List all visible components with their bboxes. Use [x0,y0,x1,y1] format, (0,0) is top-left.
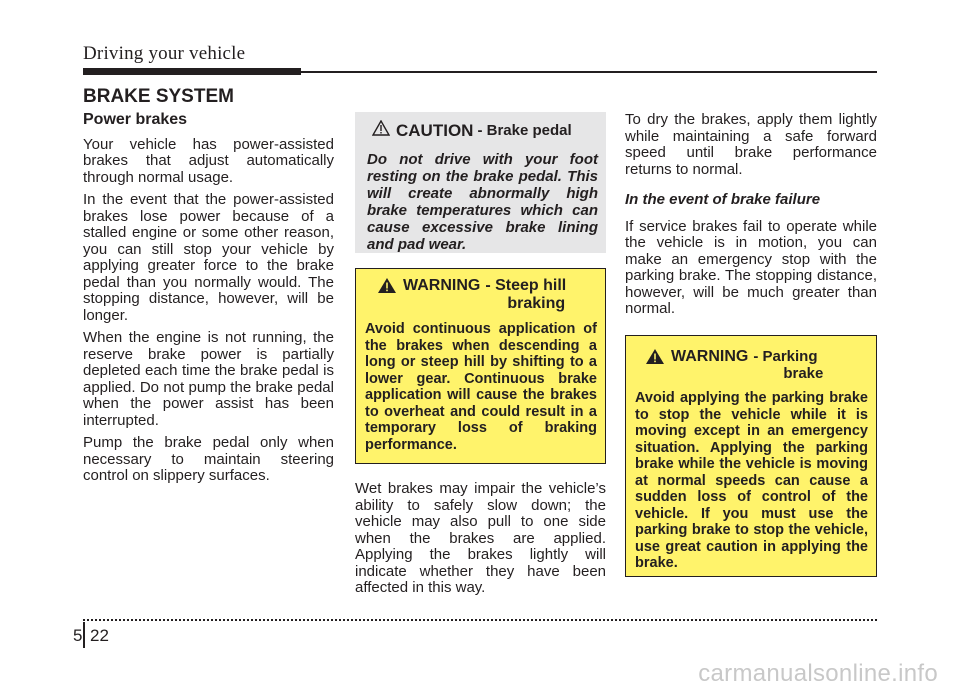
caution-box-brake-pedal [355,112,606,253]
warning-body: Avoid applying the parking brake to stop the vehicle while it is moving except in an emergency situation. Applying the parking brake while the vehicle is moving at normal speeds can cause a sudden loss of control of the vehicle. If you must use the parking brake to stop the vehicle, use great caution in applying the brake. [635,390,868,571]
caution-triangle-outline-icon [372,120,390,141]
power-brakes-heading: Power brakes [83,111,188,128]
paragraph: To dry the brakes, apply them lightly while maintaining a safe forward speed until brake performance returns to normal. [625,111,877,178]
warning-header [635,348,868,382]
footer-rule [83,619,877,621]
column-wet-brakes [355,481,606,603]
watermark: carmanualsonline.info [698,660,938,687]
warning-subtitle-line1: - Steep hill [485,277,567,294]
warning-label: WARNING [403,277,481,294]
paragraph: Wet brakes may impair the vehicle’s ability to safely slow down; the vehicle may also pull to one side when the brakes are applied. Applying the brakes lightly will indicate whether they have been affected in this way. [355,480,606,596]
warning-subtitle [753,348,823,382]
page-number: 22 [90,626,109,645]
chapter-number: 5 [73,626,83,645]
caution-body: Do not drive with your foot resting on the brake pedal. This will create abnormally high brake temperatures which can cause excessive brake lining and pad wear. [367,151,598,253]
warning-triangle-filled-icon [645,348,665,370]
warning-box-steep-hill [355,268,606,464]
page-number-divider [83,622,85,648]
paragraph: Pump the brake pedal only when necessary to maintain steering control on slippery surfaces. [83,434,334,484]
paragraph: Your vehicle has power-assisted brakes that adjust automatically through normal usage. [83,135,334,186]
warning-body: Avoid continuous application of the brakes when descending a long or steep hill by shifting to a lower gear. Continuous brake application will cause the brakes to overheat and could result in a temporary loss of braking performance. [365,321,597,453]
warning-subtitle-line1: - Parking [753,348,818,365]
header-accent-bar [83,68,301,75]
warning-subtitle-line2: brake [783,365,824,382]
column-brake-failure [625,112,877,324]
warning-box-parking-brake [625,335,877,577]
paragraph: When the engine is not running, the reserve brake power is partially depleted each time the brake pedal is applied. Do not pump the brake pedal when the power assist has been interrupted. [83,329,334,429]
caution-subtitle: - Brake pedal [477,122,572,139]
header-title: Driving your vehicle [83,43,246,64]
paragraph: If service brakes fail to operate while the vehicle is in motion, you can make an emergency stop with the parking brake. The stopping distance, however, will be much greater than normal. [625,217,877,317]
warning-label: WARNING [671,348,749,365]
warning-subtitle-line2: braking [507,295,566,312]
brake-failure-heading: In the event of brake failure [625,191,821,208]
caution-label: CAUTION [396,120,474,140]
paragraph: In the event that the power-assisted brakes lose power because of a stalled engine or some other reason, you can still stop your vehicle by applying greater force to the brake pedal than you normally would. The stopping distance, however, will be longer. [83,191,334,324]
section-title: BRAKE SYSTEM [83,86,234,107]
caution-header [372,120,598,141]
warning-header [365,277,597,313]
column-power-brakes [83,112,334,491]
warning-triangle-filled-icon [377,277,397,299]
warning-subtitle [485,277,566,313]
